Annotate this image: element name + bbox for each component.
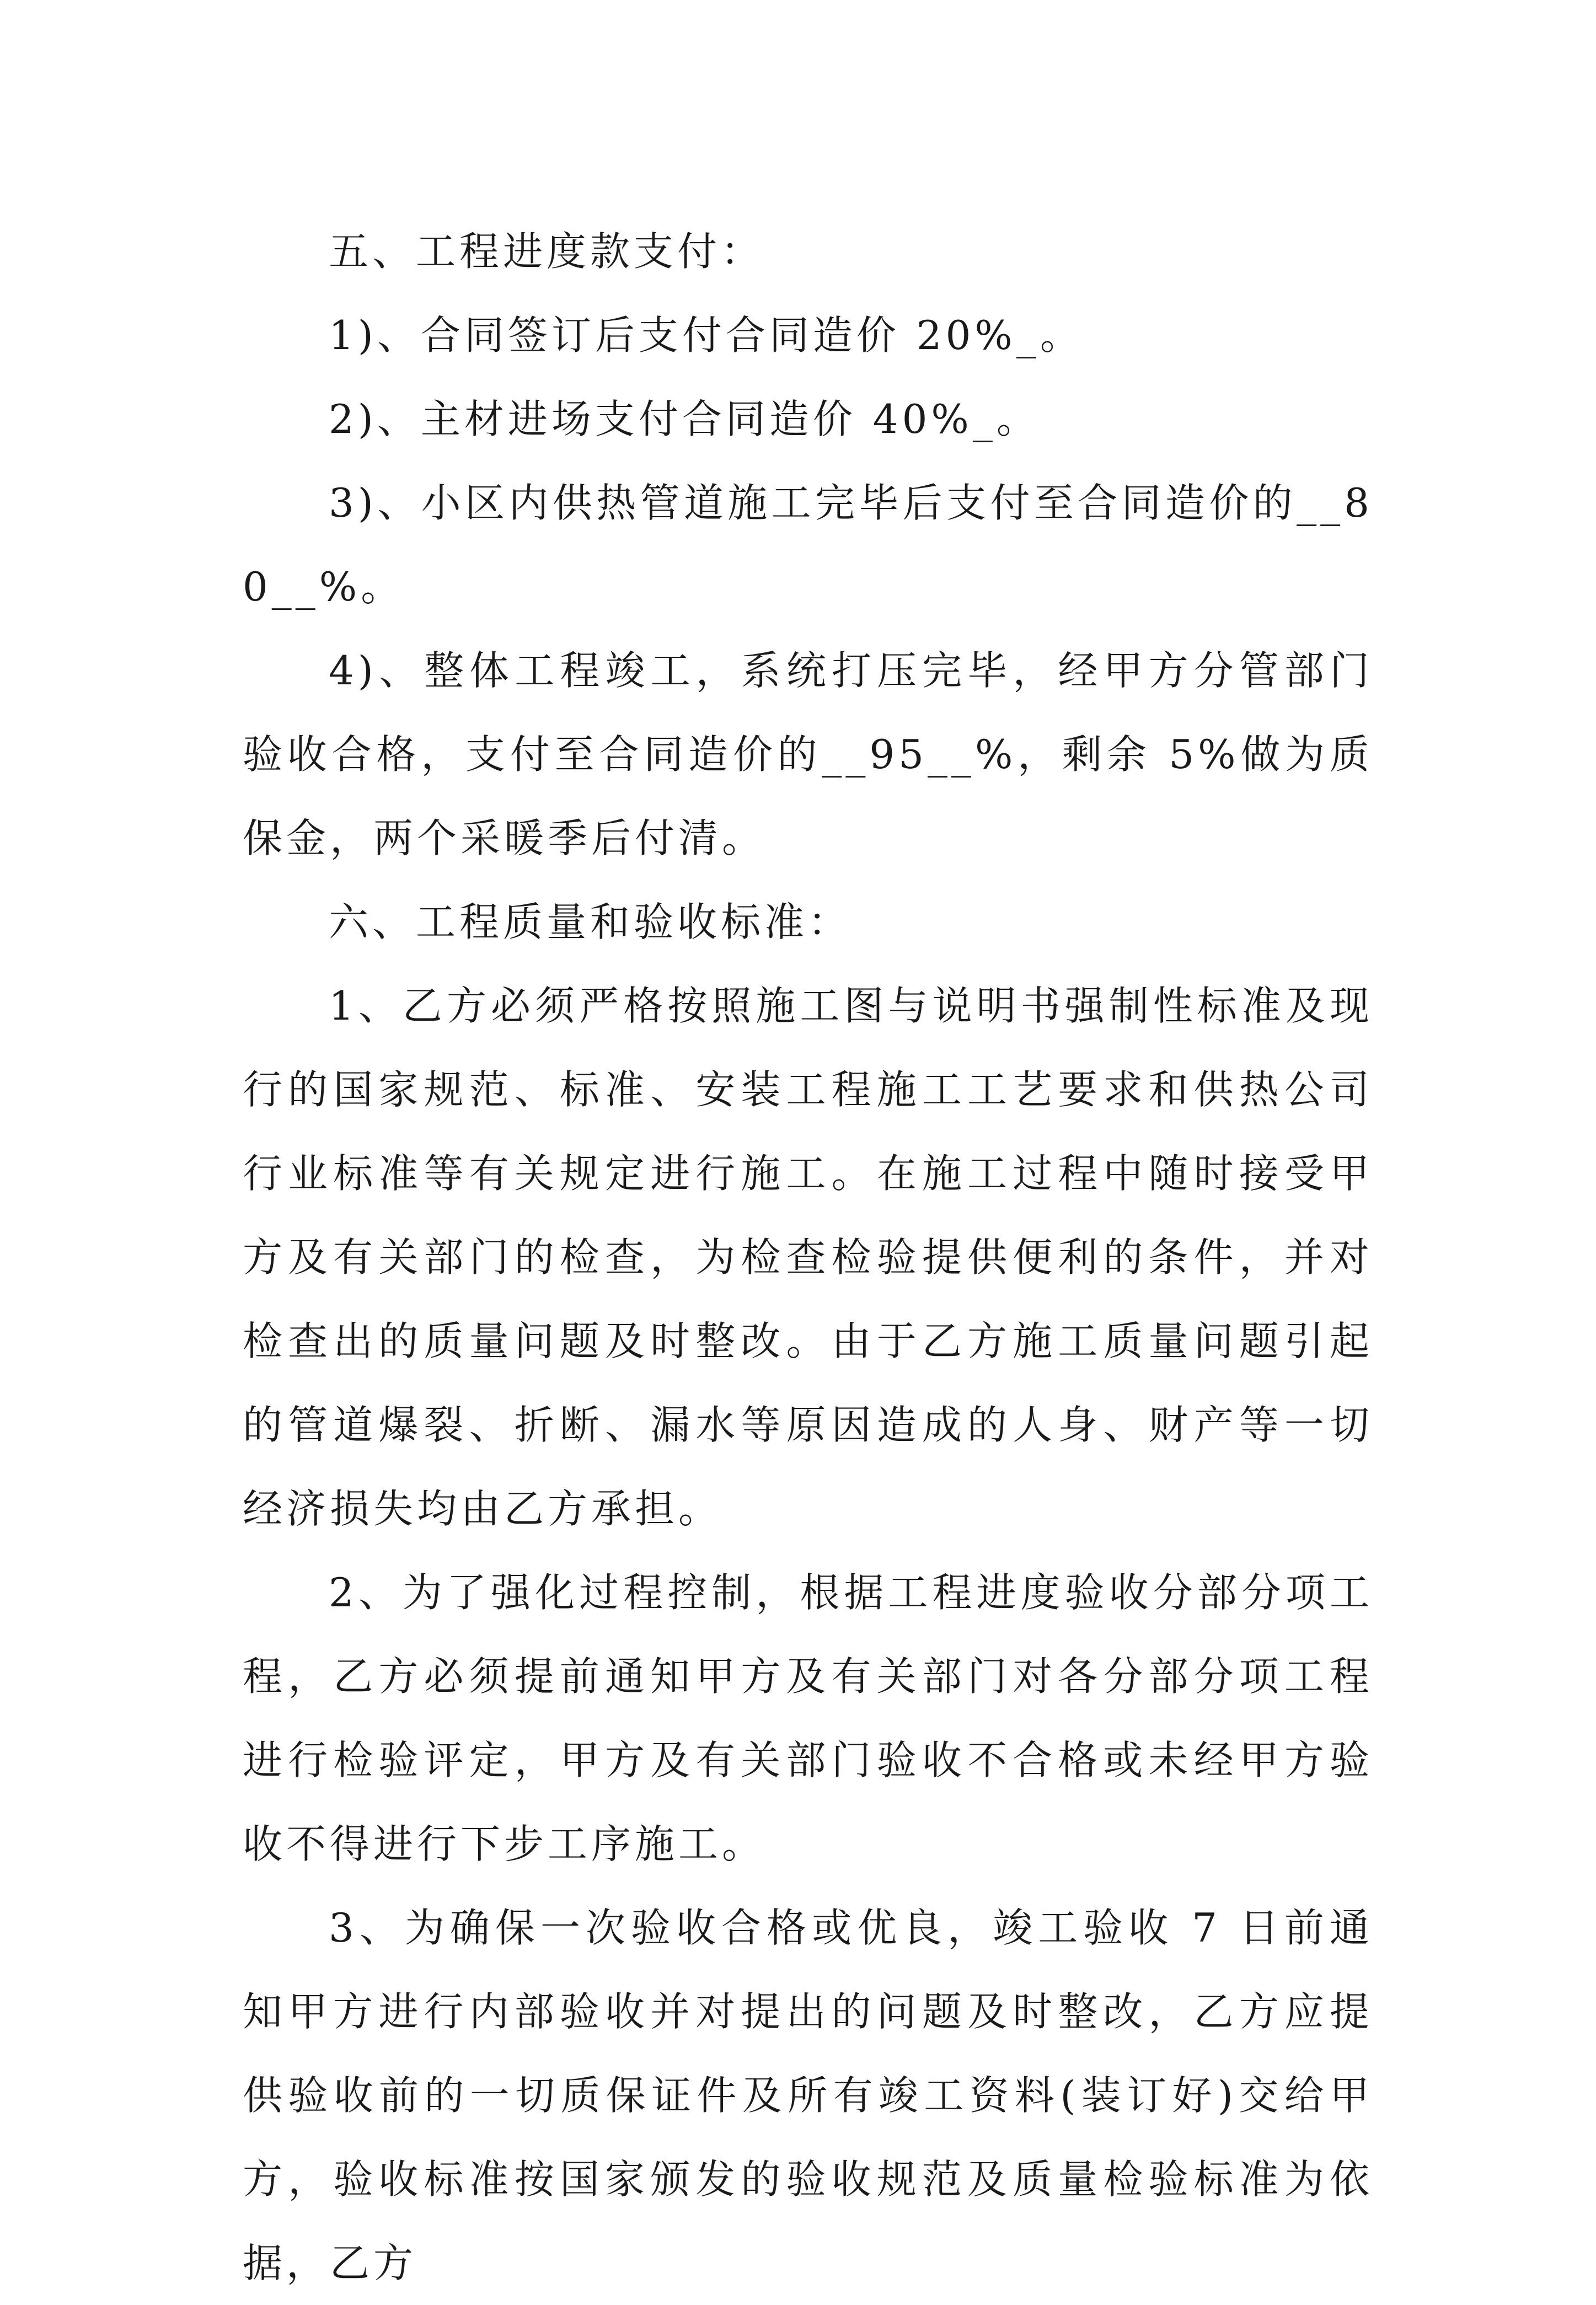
payment-clause-2: 2)、主材进场支付合同造价 40%_。 <box>329 396 1040 442</box>
payment-clause-4: 4)、整体工程竣工，系统打压完毕，经甲方分管部门验收合格，支付至合同造价的__95__%，剩余 5%做为质保金，两个采暖季后付清。 <box>243 647 1373 861</box>
quality-clause-2: 2、为了强化过程控制，根据工程进度验收分部分项工程，乙方必须提前通知甲方及有关部门对各分部分项工程进行检验评定，甲方及有关部门验收不合格或未经甲方验收不得进行下步工序施工。 <box>243 1569 1373 1867</box>
section-heading-payment: 五、工程进度款支付： <box>329 228 765 275</box>
document-body <box>243 210 1373 2305</box>
payment-clause-1: 1)、合同签订后支付合同造价 20%_。 <box>329 312 1084 358</box>
quality-clause-3: 3、为确保一次验收合格或优良，竣工验收 7 日前通知甲方进行内部验收并对提出的问题及时整改，乙方应提供验收前的一切质保证件及所有竣工资料(装订好)交给甲方，验收标准按国家颁发的验收规范及质量检验标准为依据，乙方 <box>243 1905 1373 2286</box>
quality-clause-1: 1、乙方必须严格按照施工图与说明书强制性标准及现行的国家规范、标准、安装工程施工工艺要求和供热公司行业标准等有关规定进行施工。在施工过程中随时接受甲方及有关部门的检查，为检查检验提供便利的条件，并对检查出的质量问题及时整改。由于乙方施工质量问题引起的管道爆裂、折断、漏水等原因造成的人身、财产等一切经济损失均由乙方承担。 <box>243 983 1373 1532</box>
payment-clause-3: 3)、小区内供热管道施工完毕后支付至合同造价的__80__%。 <box>243 480 1373 610</box>
section-heading-quality: 六、工程质量和验收标准： <box>329 899 852 945</box>
